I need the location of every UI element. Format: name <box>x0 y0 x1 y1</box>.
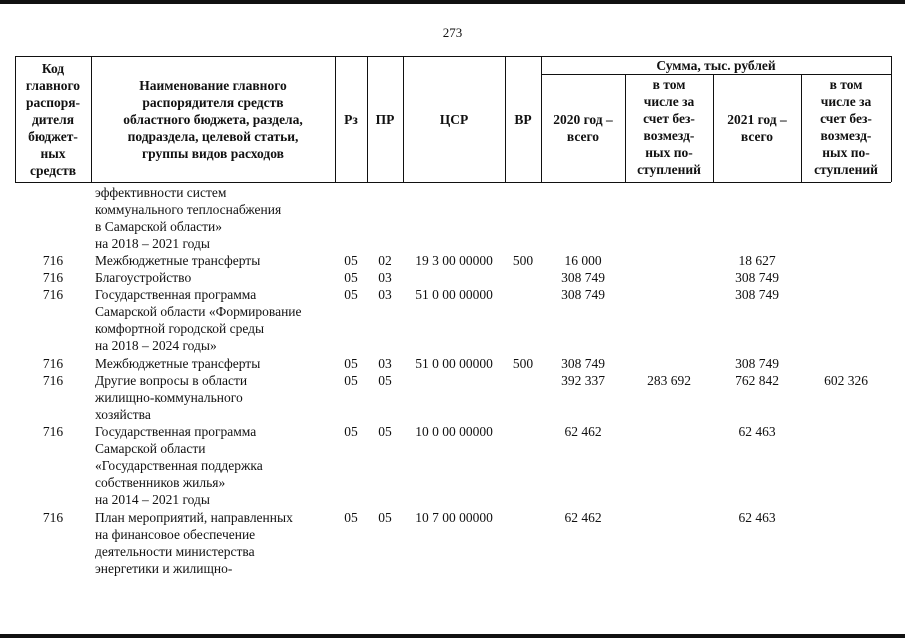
cell-name: Благоустройство <box>95 270 192 285</box>
header-code: Код главного распоря- дителя бюджет- ных средств <box>25 60 81 178</box>
cell-pr: 05 <box>378 510 392 525</box>
cell-csr: 19 3 00 00000 <box>415 253 493 268</box>
header-csr: ЦСР <box>439 111 469 127</box>
cell-2021-total: 308 749 <box>735 356 779 371</box>
cell-csr: 10 0 00 00000 <box>415 424 493 439</box>
col-border <box>891 56 892 182</box>
cell-2021-total: 308 749 <box>735 270 779 285</box>
cell-2021-total: 62 463 <box>738 510 776 525</box>
cell-pr: 03 <box>378 356 392 371</box>
header-2020-free: в том числе за счет без- возмезд- ных по- ступлений <box>637 77 701 177</box>
cell-code: 716 <box>42 510 64 525</box>
header-2021-free: в том числе за счет без- возмезд- ных по- ступлений <box>814 77 878 177</box>
cell-csr: 51 0 00 00000 <box>415 287 493 302</box>
cell-rz: 05 <box>344 373 358 388</box>
cell-2021-total: 62 463 <box>738 424 776 439</box>
cell-2021-total: 762 842 <box>735 373 779 388</box>
cell-2020-free: 283 692 <box>647 373 691 388</box>
cell-2021-total: 308 749 <box>735 287 779 302</box>
header-vr: ВР <box>514 111 532 127</box>
cell-2020-total: 16 000 <box>564 253 602 268</box>
cell-rz: 05 <box>344 356 358 371</box>
cell-name: Межбюджетные трансферты <box>95 356 261 371</box>
cell-code: 716 <box>42 424 64 439</box>
header-pr: ПР <box>375 111 395 127</box>
cell-2020-total: 308 749 <box>561 270 605 285</box>
bottom-rule <box>0 634 905 638</box>
cell-name: Другие вопросы в области жилищно-коммунального хозяйства <box>95 373 248 422</box>
cell-vr: 500 <box>512 356 534 371</box>
header-2021-total: 2021 год – всего <box>727 112 787 144</box>
cell-2021-total: 18 627 <box>738 253 776 268</box>
cell-pr: 05 <box>378 424 392 439</box>
cell-code: 716 <box>42 287 64 302</box>
cell-2020-total: 308 749 <box>561 287 605 302</box>
header-rz: Рз <box>344 111 358 127</box>
cell-vr: 500 <box>512 253 534 268</box>
cell-pr: 05 <box>378 373 392 388</box>
cell-code: 716 <box>42 373 64 388</box>
cell-name: План мероприятий, направленных на финансовое обеспечение деятельности министерства энергетики и жилищно- <box>95 510 293 576</box>
top-rule <box>0 0 905 4</box>
cell-csr: 10 7 00 00000 <box>415 510 493 525</box>
header-2020-total: 2020 год – всего <box>553 112 613 144</box>
cell-pr: 03 <box>378 270 392 285</box>
cell-code: 716 <box>42 356 64 371</box>
page-number: 273 <box>442 25 463 40</box>
cell-2020-total: 308 749 <box>561 356 605 371</box>
cell-name: Государственная программа Самарской области «Государственная поддержка собственников жилья» на 2014 – 2021 годы <box>95 424 263 507</box>
cell-rz: 05 <box>344 424 358 439</box>
cell-2020-total: 62 462 <box>564 510 602 525</box>
cell-rz: 05 <box>344 287 358 302</box>
cell-name: эффективности систем коммунального теплоснабжения в Самарской области» на 2018 – 2021 годы <box>95 185 282 251</box>
cell-code: 716 <box>42 253 64 268</box>
cell-code: 716 <box>42 270 64 285</box>
header-bottom-border <box>15 182 891 183</box>
cell-rz: 05 <box>344 270 358 285</box>
header-name: Наименование главного распорядителя средств областного бюджета, раздела, подраздела, целевой статьи, группы видов расходов <box>123 77 303 161</box>
cell-2020-total: 392 337 <box>561 373 605 388</box>
cell-csr: 51 0 00 00000 <box>415 356 493 371</box>
cell-2021-free: 602 326 <box>824 373 868 388</box>
cell-name: Государственная программа Самарской области «Формирование комфортной городской среды на 2018 – 2024 годы» <box>95 287 302 353</box>
cell-2020-total: 62 462 <box>564 424 602 439</box>
cell-rz: 05 <box>344 253 358 268</box>
cell-rz: 05 <box>344 510 358 525</box>
cell-name: Межбюджетные трансферты <box>95 253 261 268</box>
header-sum: Сумма, тыс. рублей <box>656 57 776 73</box>
table-header <box>15 56 891 182</box>
cell-pr: 02 <box>378 253 392 268</box>
cell-pr: 03 <box>378 287 392 302</box>
